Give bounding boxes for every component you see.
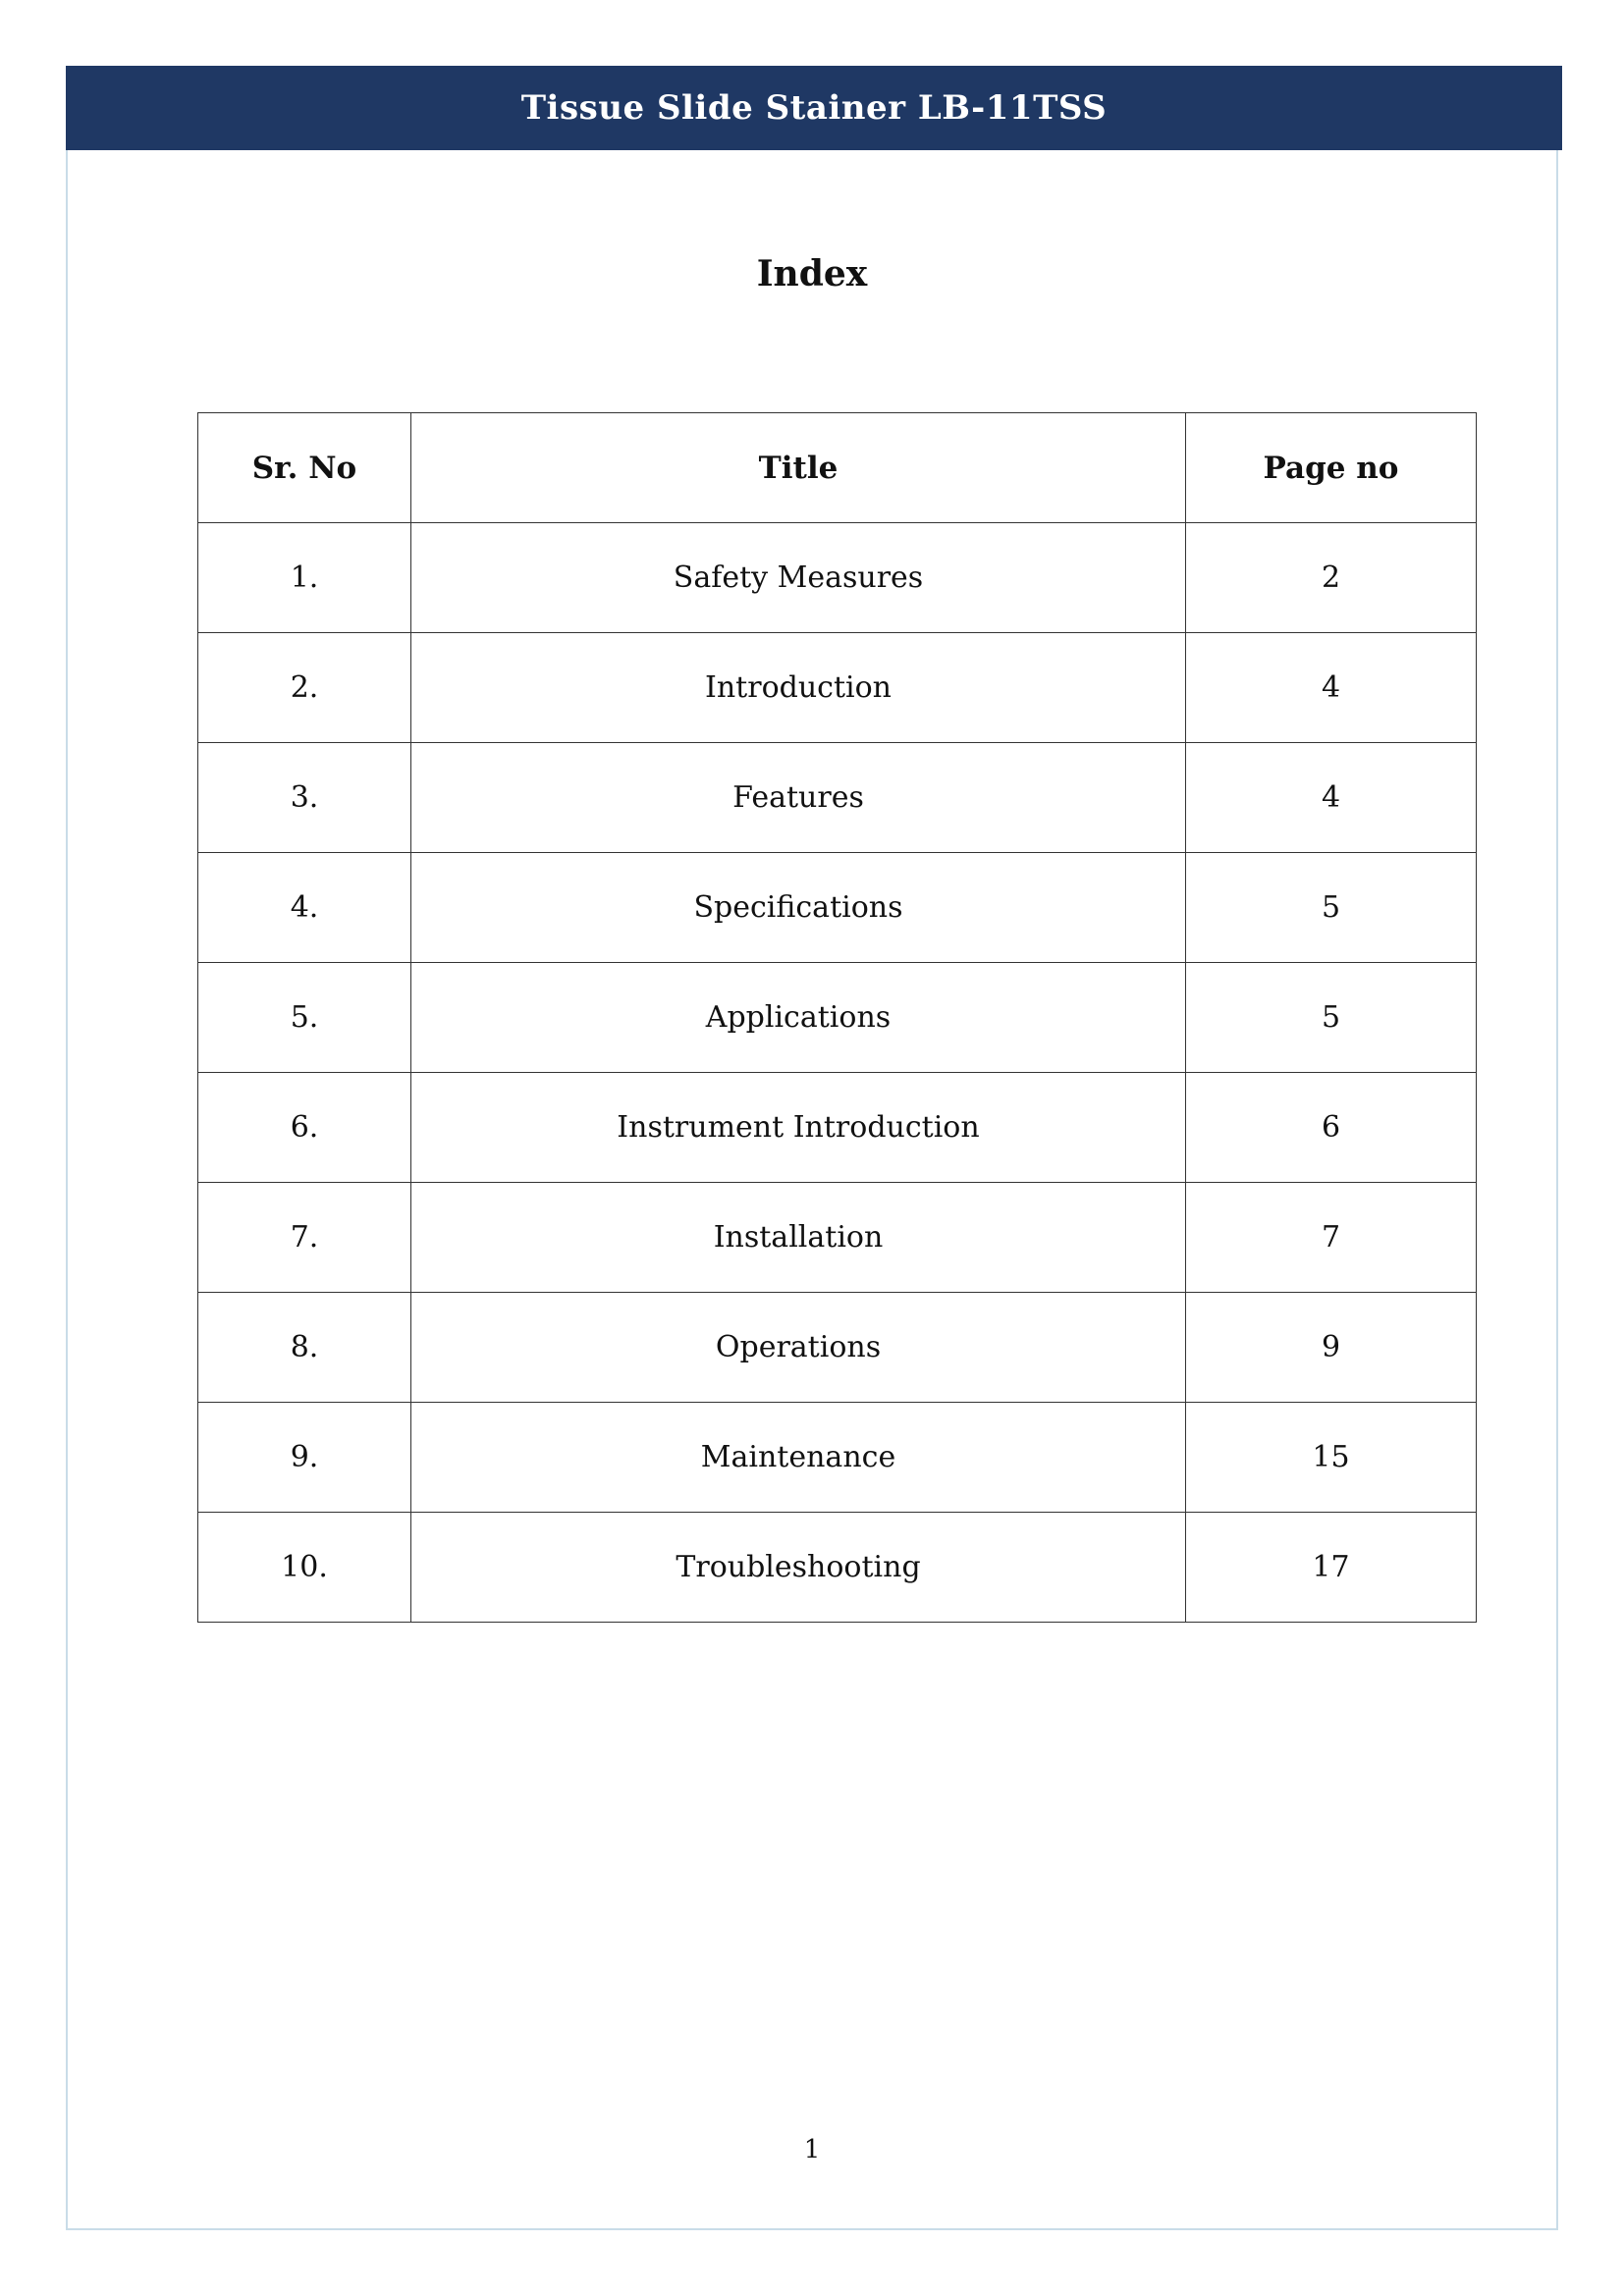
page-number: 1: [803, 2135, 821, 2164]
sr-no-cell: 1.: [198, 523, 411, 633]
table-row: [198, 633, 1477, 743]
table-row: [198, 1513, 1477, 1623]
title-cell: Installation: [411, 1183, 1186, 1293]
title-cell: Specifications: [411, 853, 1186, 963]
document-header: [66, 66, 1562, 150]
table-row: [198, 853, 1477, 963]
page-no-cell: 5: [1186, 853, 1477, 963]
page-no-cell: 4: [1186, 633, 1477, 743]
sr-no-cell: 6.: [198, 1073, 411, 1183]
sr-no-cell: 5.: [198, 963, 411, 1073]
page-no-cell: 6: [1186, 1073, 1477, 1183]
table-row: [198, 1403, 1477, 1513]
index-heading: Index: [756, 253, 868, 294]
sr-no-cell: 3.: [198, 743, 411, 853]
title-cell: Safety Measures: [411, 523, 1186, 633]
title-cell: Features: [411, 743, 1186, 853]
table-row: [198, 1293, 1477, 1403]
table-row: [198, 1183, 1477, 1293]
title-cell: Applications: [411, 963, 1186, 1073]
page-no-cell: 7: [1186, 1183, 1477, 1293]
table-row: [198, 523, 1477, 633]
index-table: [197, 412, 1477, 1623]
table-header-row: [198, 413, 1477, 523]
document-title: Tissue Slide Stainer LB-11TSS: [520, 88, 1108, 128]
page-no-cell: 4: [1186, 743, 1477, 853]
table-row: [198, 963, 1477, 1073]
column-header-page-no: Page no: [1186, 413, 1477, 523]
page-no-cell: 9: [1186, 1293, 1477, 1403]
sr-no-cell: 7.: [198, 1183, 411, 1293]
page-no-cell: 17: [1186, 1513, 1477, 1623]
title-cell: Operations: [411, 1293, 1186, 1403]
title-cell: Instrument Introduction: [411, 1073, 1186, 1183]
sr-no-cell: 8.: [198, 1293, 411, 1403]
page-no-cell: 5: [1186, 963, 1477, 1073]
title-cell: Maintenance: [411, 1403, 1186, 1513]
page-no-cell: 2: [1186, 523, 1477, 633]
title-cell: Introduction: [411, 633, 1186, 743]
sr-no-cell: 9.: [198, 1403, 411, 1513]
page-no-cell: 15: [1186, 1403, 1477, 1513]
table-row: [198, 1073, 1477, 1183]
column-header-sr-no: Sr. No: [198, 413, 411, 523]
sr-no-cell: 10.: [198, 1513, 411, 1623]
column-header-title: Title: [411, 413, 1186, 523]
sr-no-cell: 2.: [198, 633, 411, 743]
table-row: [198, 743, 1477, 853]
title-cell: Troubleshooting: [411, 1513, 1186, 1623]
sr-no-cell: 4.: [198, 853, 411, 963]
